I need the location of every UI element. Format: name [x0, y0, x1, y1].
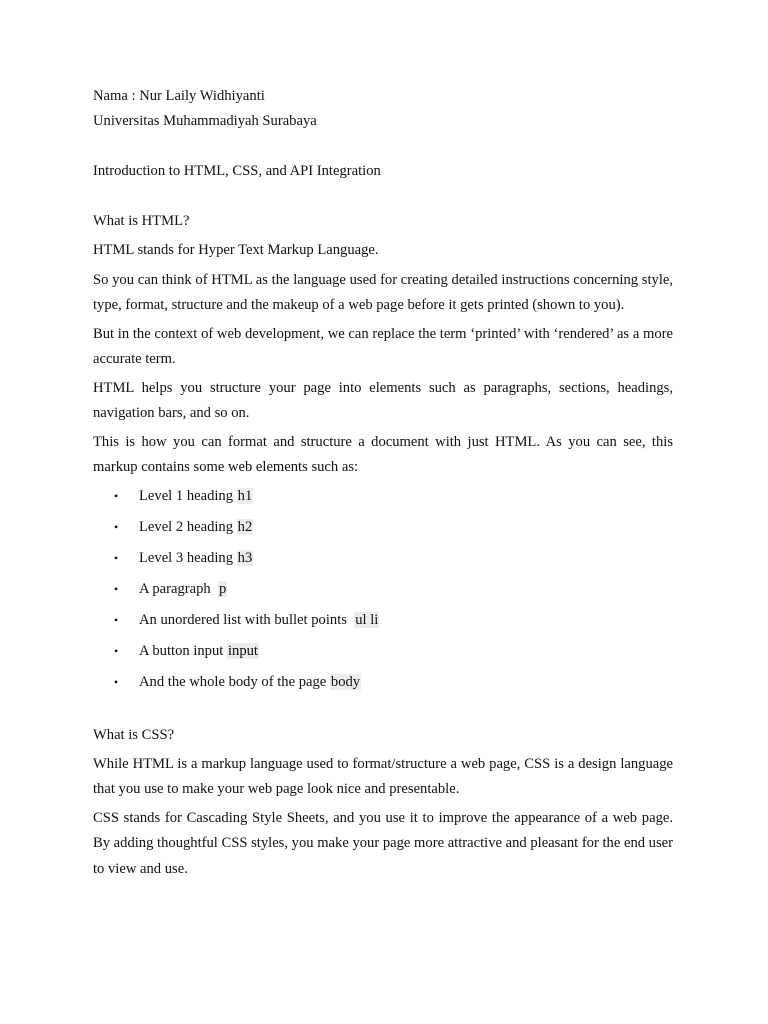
- spacer: [93, 701, 673, 723]
- bullet-icon: •: [114, 612, 119, 627]
- code-tag: p: [219, 580, 227, 597]
- code-tag: body: [330, 673, 361, 690]
- code-tag: h2: [237, 518, 253, 535]
- list-item-text: A paragraph: [139, 580, 219, 597]
- list-item-text: Level 1 heading: [139, 487, 237, 504]
- html-paragraph-5: This is how you can format and structure a document with just HTML. As you can see, this markup contains some web elements such as:: [93, 433, 673, 475]
- list-item-text: An unordered list with bullet points: [139, 611, 355, 628]
- html-paragraph-3: But in the context of web development, we can replace the term ‘printed’ with ‘rendered’ as a more accurate term.: [93, 325, 673, 367]
- spacer: [93, 184, 673, 209]
- list-item: [93, 484, 673, 515]
- list-item: [93, 546, 673, 577]
- css-paragraph-2: CSS stands for Cascading Style Sheets, and you use it to improve the appearance of a web page. By adding thoughtful CSS styles, you make your page more attractive and pleasant for the end user to view and use.: [93, 809, 673, 877]
- list-item-text: A button input: [139, 642, 227, 659]
- code-tag: input: [227, 642, 258, 659]
- html-paragraph-4: HTML helps you structure your page into elements such as paragraphs, sections, headings, navigation bars, and so on.: [93, 379, 673, 421]
- bullet-icon: •: [114, 519, 119, 534]
- author-university: Universitas Muhammadiyah Surabaya: [93, 113, 317, 129]
- list-item-text: Level 2 heading: [139, 518, 237, 535]
- bullet-icon: •: [114, 550, 119, 565]
- html-paragraph-2: So you can think of HTML as the language used for creating detailed instructions concerning style, type, format, structure and the makeup of a web page before it gets printed (shown to you).: [93, 271, 673, 313]
- list-item: [93, 515, 673, 546]
- list-item: [93, 577, 673, 608]
- bullet-icon: •: [114, 643, 119, 658]
- html-heading: What is HTML?: [93, 213, 190, 229]
- list-item: [93, 608, 673, 639]
- list-item: [93, 670, 673, 701]
- html-elements-list: [93, 484, 673, 701]
- css-heading: What is CSS?: [93, 726, 175, 743]
- list-item-text: And the whole body of the page: [139, 673, 330, 690]
- document-title: Introduction to HTML, CSS, and API Integration: [93, 163, 381, 179]
- css-paragraph-1: While HTML is a markup language used to format/structure a web page, CSS is a design language that you use to make your web page look nice and presentable.: [93, 755, 673, 797]
- code-tag: h3: [237, 549, 253, 566]
- spacer: [93, 134, 673, 159]
- html-paragraph-1: HTML stands for Hyper Text Markup Language.: [93, 242, 379, 258]
- bullet-icon: •: [114, 488, 119, 503]
- list-item-text: Level 3 heading: [139, 549, 237, 566]
- list-item: [93, 639, 673, 670]
- code-tag: ul li: [355, 611, 379, 628]
- code-tag: h1: [237, 487, 253, 504]
- bullet-icon: •: [114, 581, 119, 596]
- author-name: Nama : Nur Laily Widhiyanti: [93, 88, 265, 104]
- bullet-icon: •: [114, 674, 119, 689]
- document-page: [93, 84, 673, 885]
